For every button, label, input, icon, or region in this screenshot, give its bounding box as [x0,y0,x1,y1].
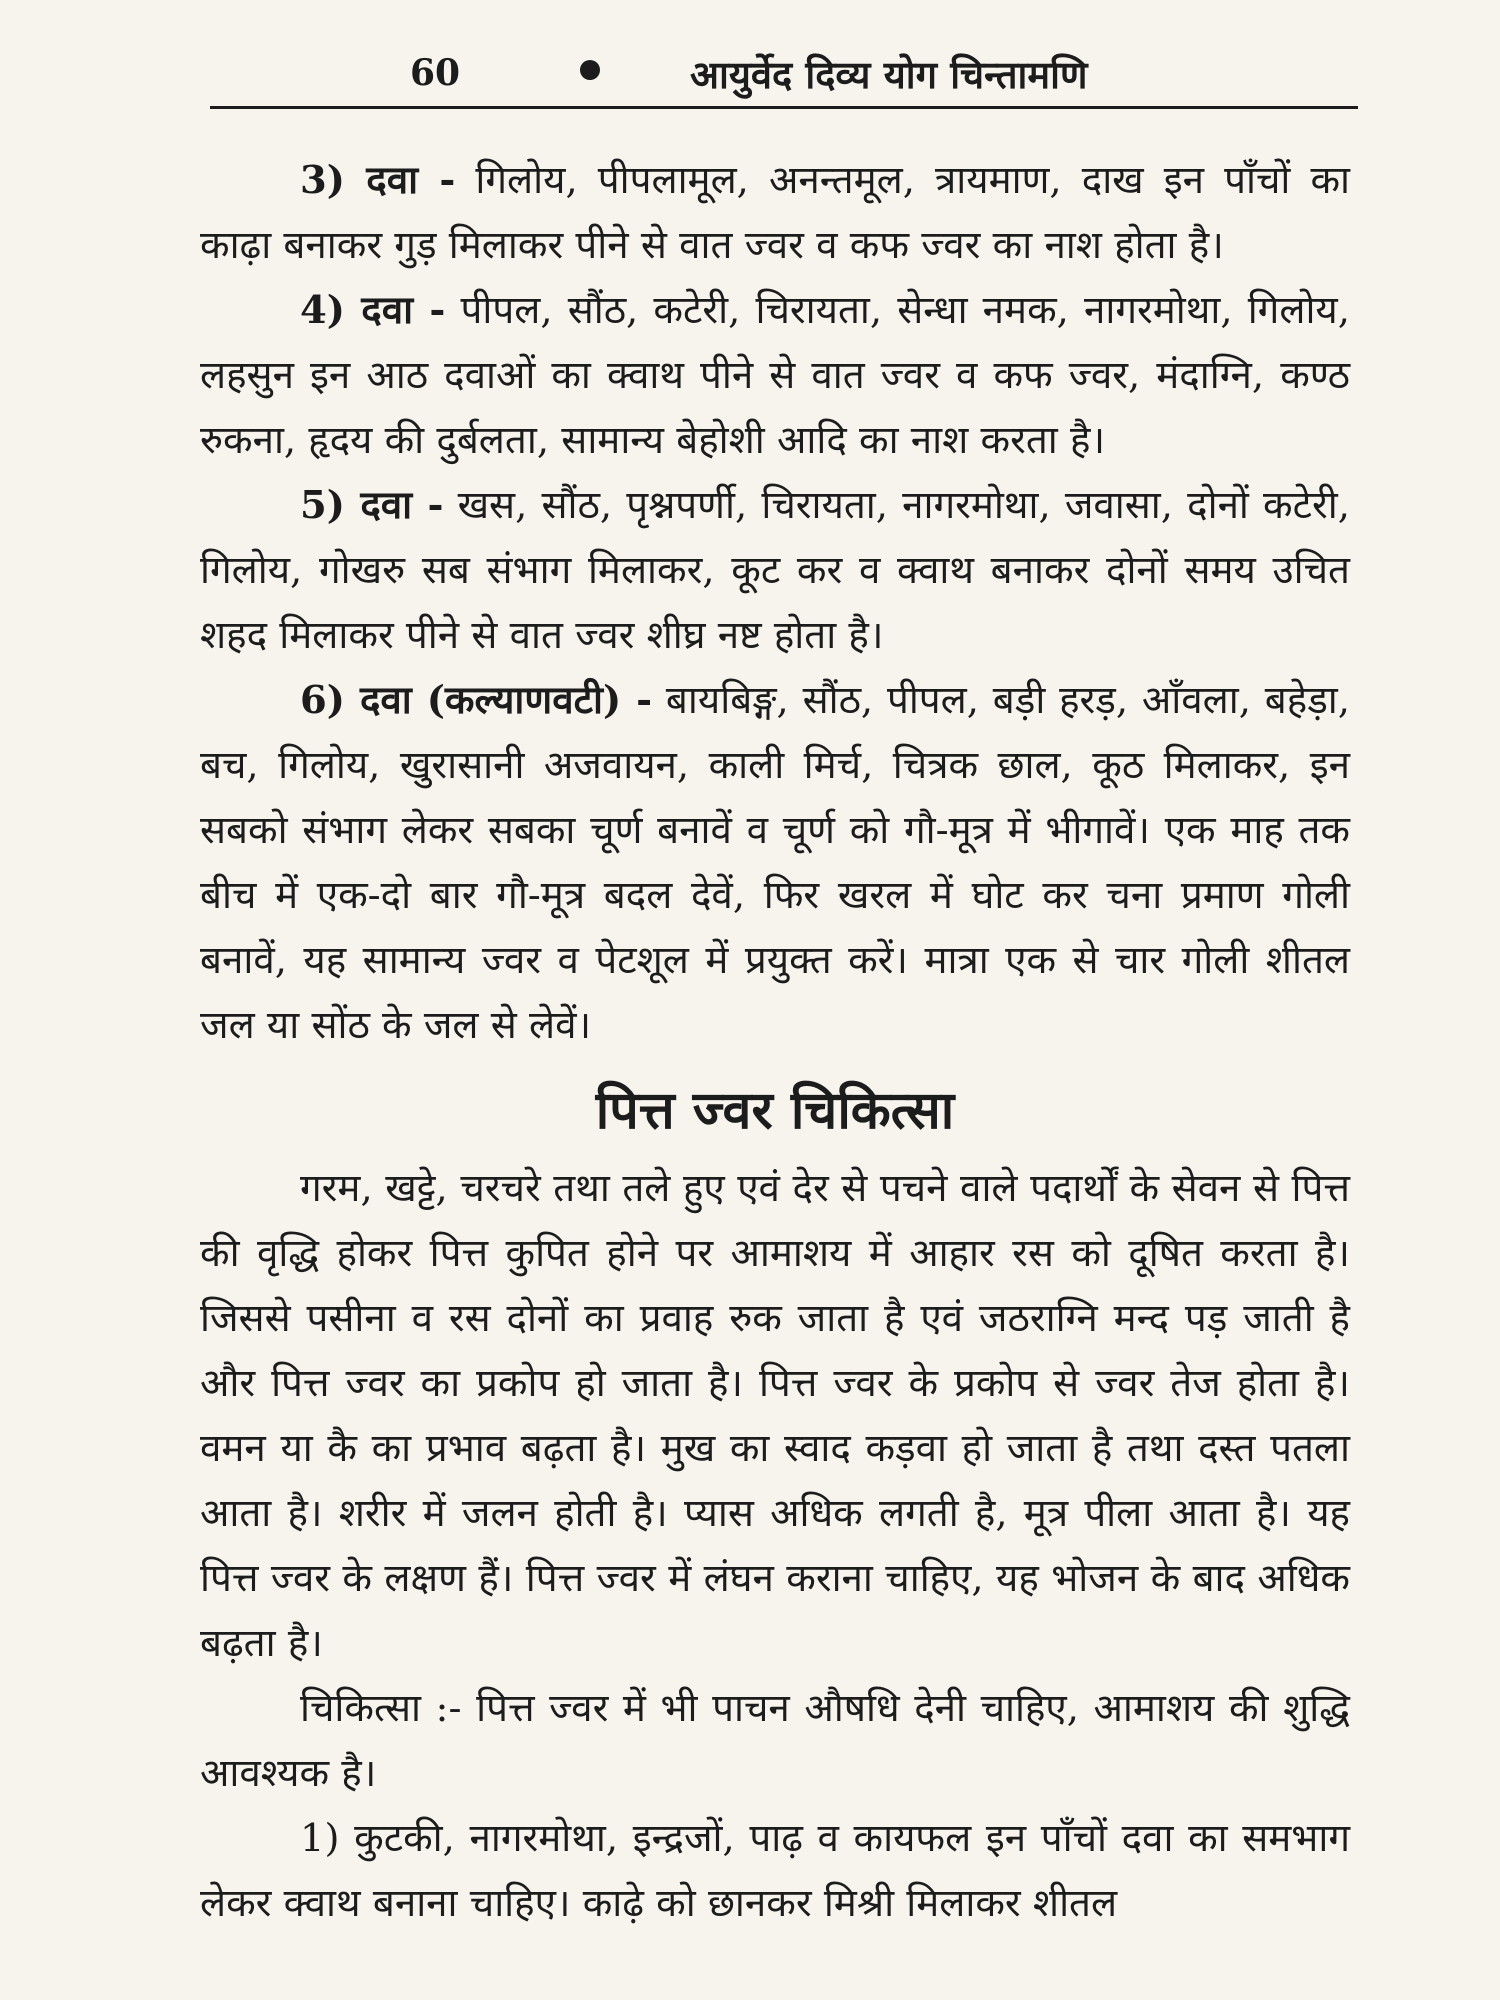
remedy-text: खस, सौंठ, पृश्नपर्णी, चिरायता, नागरमोथा, जवासा, दोनों कटेरी, गिलोय, गोखरु सब संभाग मिलाकर, कूट कर व क्वाथ बनाकर दोनों समय उचित शहद मिलाकर पीने से वात ज्वर शीघ्र नष्ट होता है। [200,483,1350,658]
remedy-label: 6) दवा (कल्याणवटी) - [300,678,653,723]
bullet-separator-icon [580,60,600,80]
remedy-paragraph-4 [200,278,1350,473]
page-body [200,148,1350,1936]
remedy-label: 4) दवा - [300,288,446,333]
remedy-paragraph-5 [200,473,1350,668]
remedy-paragraph-1: 1) कुटकी, नागरमोथा, इन्द्रजों, पाढ़ व कायफल इन पाँचों दवा का समभाग लेकर क्वाथ बनाना चाहिए। काढ़े को छानकर मिश्री मिलाकर शीतल [200,1816,1350,1926]
treatment-paragraph: चिकित्सा :- पित्त ज्वर में भी पाचन औषधि देनी चाहिए, आमाशय की शुद्धि आवश्यक है। [200,1686,1350,1796]
section-heading: पित्त ज्वर चिकित्सा [595,1080,955,1141]
remedy-text: पीपल, सौंठ, कटेरी, चिरायता, सेन्धा नमक, नागरमोथा, गिलोय, लहसुन इन आठ दवाओं का क्वाथ पीने से वात ज्वर व कफ ज्वर, मंदाग्नि, कण्ठ रुकना, हृदय की दुर्बलता, सामान्य बेहोशी आदि का नाश करता है। [200,288,1350,463]
remedy-text: बायबिङ्ग, सौंठ, पीपल, बड़ी हरड़, आँवला, बहेड़ा, बच, गिलोय, खुरासानी अजवायन, काली मिर्च, चित्रक छाल, कूठ मिलाकर, इन सबको संभाग लेकर सबका चूर्ण बनावें व चूर्ण को गौ-मूत्र में भीगावें। एक माह तक बीच में एक-दो बार गौ-मूत्र बदल देवें, फिर खरल में घोट कर चना प्रमाण गोली बनावें, यह सामान्य ज्वर व पेटशूल में प्रयुक्त करें। मात्रा एक से चार गोली शीतल जल या सोंठ के जल से लेवें। [200,678,1350,1048]
header-divider [210,106,1358,109]
remedy-paragraph-6 [200,668,1350,1058]
page-header [210,42,1360,112]
remedy-label: 3) दवा - [300,158,456,203]
remedy-text: गिलोय, पीपलामूल, अनन्तमूल, त्रायमाण, दाख इन पाँचों का काढ़ा बनाकर गुड़ मिलाकर पीने से वात ज्वर व कफ ज्वर का नाश होता है। [200,158,1350,268]
book-title: आयुर्वेद दिव्य योग चिन्तामणि [690,52,1088,97]
page-number: 60 [410,52,461,94]
section-intro-paragraph: गरम, खट्टे, चरचरे तथा तले हुए एवं देर से पचने वाले पदार्थों के सेवन से पित्त की वृद्धि होकर पित्त कुपित होने पर आमाशय में आहार रस को दूषित करता है। जिससे पसीना व रस दोनों का प्रवाह रुक जाता है एवं जठराग्नि मन्द पड़ जाती है और पित्त ज्वर का प्रकोप हो जाता है। पित्त ज्वर के प्रकोप से ज्वर तेज होता है। वमन या कै का प्रभाव बढ़ता है। मुख का स्वाद कड़वा हो जाता है तथा दस्त पतला आता है। शरीर में जलन होती है। प्यास अधिक लगती है, मूत्र पीला आता है। यह पित्त ज्वर के लक्षण हैं। पित्त ज्वर में लंघन कराना चाहिए, यह भोजन के बाद अधिक बढ़ता है। [200,1166,1350,1666]
remedy-paragraph-3 [200,148,1350,278]
remedy-label: 5) दवा - [300,483,444,528]
